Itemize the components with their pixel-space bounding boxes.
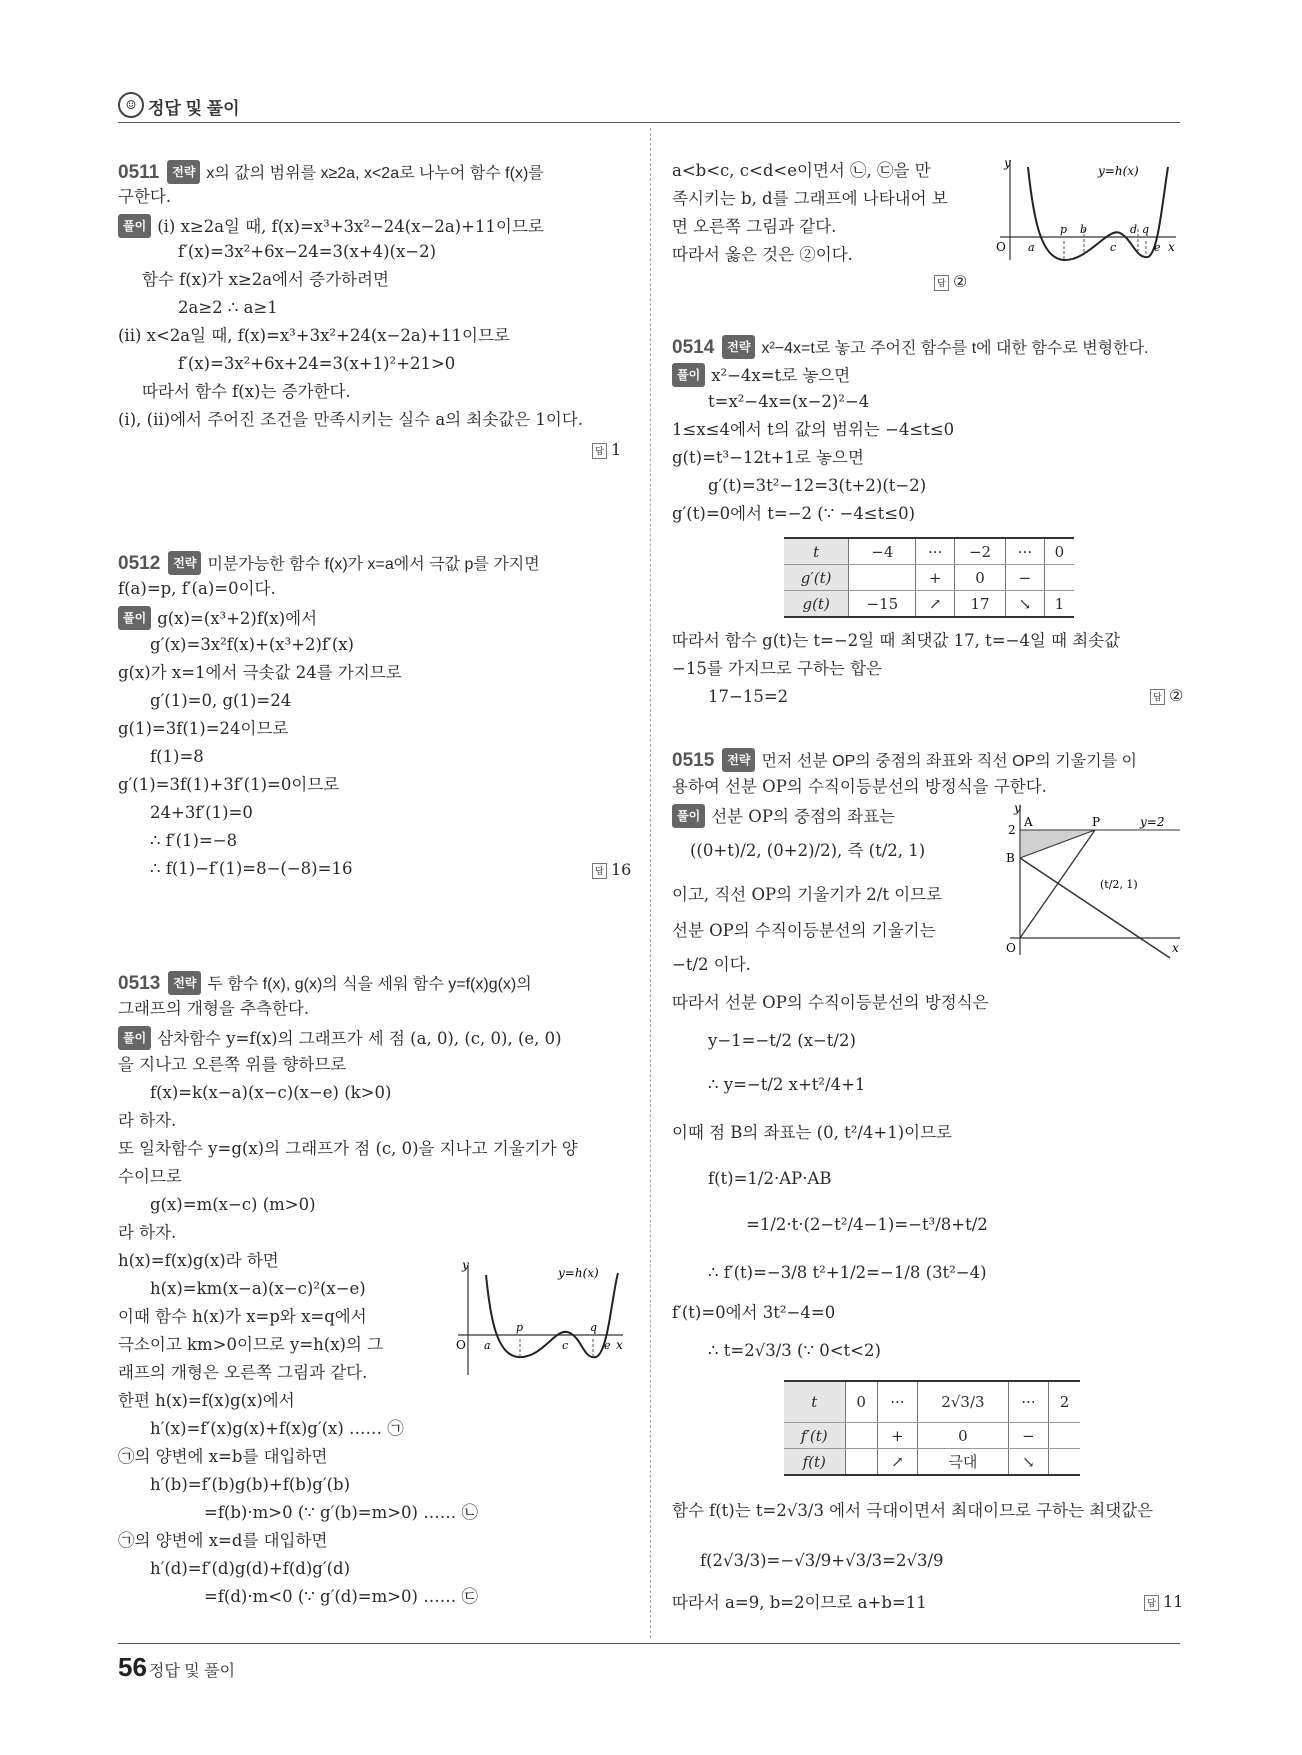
text-line: 라 하자. [118,1111,177,1130]
text-line: (i), (ii)에서 주어진 조건을 만족시키는 실수 a의 최솟값은 1이다. [118,410,584,429]
point-q: q [1142,223,1150,236]
text-line: f(1)=8 [150,747,204,766]
answer-0512: 답 16 [592,860,631,879]
text-line: 구한다. [118,187,172,206]
text-line: g′(x)=3x²f(x)+(x³+2)f′(x) [150,635,354,654]
text-line: g(x)가 x=1에서 극솟값 24를 가지므로 [118,663,402,682]
h-graph-0513 [448,1255,628,1385]
text-line: ∴ f′(1)=−8 [150,831,238,850]
point-e: e [604,1339,611,1352]
page-number: 56 [118,1652,147,1682]
text-line: 족시키는 b, d를 그래프에 나타내어 보 [672,189,948,208]
text-line: y−1=−t/2 (x−t/2) [708,1031,856,1050]
problem-0513-heading: 0513 전략 두 함수 f(x), g(x)의 식을 세워 함수 y=f(x)g(x)의 [118,973,532,994]
text-line: g′(t)=3t²−12=3(t+2)(t−2) [708,476,927,495]
text-line: a<b<c, c<d<e이면서 ㉡, ㉢을 만 [672,161,931,180]
text-line: f(2√3/3)=−√3/9+√3/3=2√3/9 [700,1551,944,1570]
point-e: e [1154,241,1161,254]
text-line: 선분 OP의 수직이등분선의 기울기는 [672,921,936,940]
problem-0515-heading: 0515 전략 먼저 선분 OP의 중점의 좌표와 직선 OP의 기울기를 이 [672,750,1137,771]
point-p: p [516,1321,524,1334]
text-line: f′(x)=3x²+6x+24=3(x+1)²+21>0 [178,354,456,373]
answer-0511: 답 1 [592,440,621,459]
text-line: 이때 함수 h(x)가 x=p와 x=q에서 [118,1307,367,1326]
text-line: ∴ t=2√3/3 (∵ 0<t<2) [708,1341,881,1360]
y-axis-label: y [1004,156,1011,170]
text-line: 수이므로 [118,1167,182,1186]
point-A: A [1024,815,1033,829]
midpoint-label: (t/2, 1) [1100,878,1138,891]
text-line: 1≤x≤4에서 t의 값의 범위는 −4≤t≤0 [672,420,955,439]
text-line: 면 오른쪽 그림과 같다. [672,217,837,236]
point-P: P [1092,815,1101,829]
text-line: ㉠의 양변에 x=b를 대입하면 [118,1447,328,1466]
header-title: 정답 및 풀이 [148,99,240,118]
footer-rule [118,1643,1180,1644]
text-line: 따라서 옳은 것은 ②이다. [672,245,853,264]
footer-text: 정답 및 풀이 [148,1663,236,1680]
solution-line: 풀이 삼차함수 y=f(x)의 그래프가 세 점 (a, 0), (c, 0), (e, 0) [118,1026,562,1050]
text-line: 극소이고 km>0이므로 y=h(x)의 그 [118,1335,384,1354]
origin-label: O [1006,941,1016,955]
text-line: 그래프의 개형을 추측한다. [118,999,310,1018]
y-axis-label: y [1014,801,1021,815]
text-line: 라 하자. [118,1223,177,1242]
page-header [118,92,1180,123]
solution-line: 풀이 선분 OP의 중점의 좌표는 [672,804,895,828]
point-a: a [1028,241,1035,254]
text-line: t=x²−4x=(x−2)²−4 [708,392,870,411]
text-line: h(x)=f(x)g(x)라 하면 [118,1251,279,1270]
text-line: 이고, 직선 OP의 기울기가 2/t 이므로 [672,885,943,904]
point-q: q [590,1321,598,1334]
problem-0511-heading: 0511 전략 x의 값의 범위를 x≥2a, x<2a로 나누어 함수 f(x)를 [118,162,544,183]
text-line: g(1)=3f(1)=24이므로 [118,719,289,738]
table-row: t −4 ··· −2 ··· 0 [784,538,1074,565]
text-line: 또 일차함수 y=g(x)의 그래프가 점 (c, 0)을 지나고 기울기가 양 [118,1139,578,1158]
text-line: g′(1)=0, g(1)=24 [150,691,292,710]
text-line: 따라서 함수 f(x)는 증가한다. [142,382,351,401]
function-label: y=h(x) [1098,164,1139,178]
table-row: f′(t) + 0 − [784,1423,1080,1449]
text-line: (ii) x<2a일 때, f(x)=x³+3x²+24(x−2a)+11이므로 [118,326,510,345]
text-line: ∴ y=−t/2 x+t²/4+1 [708,1075,866,1094]
text-line: f′(t)=0에서 3t²−4=0 [672,1303,836,1322]
point-c: c [562,1339,569,1352]
text-line: 을 지나고 오른쪽 위를 향하므로 [118,1055,347,1074]
function-label: y=h(x) [558,1266,599,1280]
answer-0514: 답 ② [1150,686,1183,705]
text-line: g′(t)=0에서 t=−2 (∵ −4≤t≤0) [672,504,916,523]
text-line: 이때 점 B의 좌표는 (0, t²/4+1)이므로 [672,1123,952,1142]
text-line: h′(b)=f′(b)g(b)+f(b)g′(b) [150,1475,351,1494]
solution-line: 풀이 (i) x≥2a일 때, f(x)=x³+3x²−24(x−2a)+11이므로 [118,214,544,238]
text-line: f(a)=p, f′(a)=0이다. [118,579,276,598]
solution-line: 풀이 g(x)=(x³+2)f(x)에서 [118,606,317,630]
h-graph-0513-b-d [988,155,1180,265]
op-graph-0515 [1000,800,1185,960]
text-line: ∴ f′(t)=−3/8 t²+1/2=−1/8 (3t²−4) [708,1263,987,1282]
text-line: 17−15=2 [708,687,789,706]
text-line: 한편 h(x)=f(x)g(x)에서 [118,1391,295,1410]
text-line: 2a≥2 ∴ a≥1 [178,298,278,317]
point-c: c [1110,241,1117,254]
origin-label: O [996,240,1006,254]
y-axis-label: y [462,1258,469,1272]
text-line: 따라서 선분 OP의 수직이등분선의 방정식은 [672,993,989,1012]
mascot-icon: ☺ [118,92,144,118]
text-line: ((0+t)/2, (0+2)/2), 즉 (t/2, 1) [690,841,926,860]
text-line: =f(b)·m>0 (∵ g′(b)=m>0) …… ㉡ [204,1503,478,1522]
x-axis-label: x [1168,240,1175,254]
text-line: 24+3f′(1)=0 [150,803,253,822]
point-a: a [484,1339,491,1352]
text-line: 따라서 함수 g(t)는 t=−2일 때 최댓값 17, t=−4일 때 최솟값 [672,631,1121,650]
text-line: h′(x)=f′(x)g(x)+f(x)g′(x) …… ㉠ [150,1419,404,1438]
text-line: 용하여 선분 OP의 수직이등분선의 방정식을 구한다. [672,777,1047,796]
page-footer [118,1652,235,1683]
text-line: −t/2 이다. [672,955,751,974]
problem-0514-heading: 0514 전략 x²−4x=t로 놓고 주어진 함수를 t에 대한 함수로 변형한다. [672,337,1149,358]
column-divider [650,128,651,1638]
variation-table-0514 [784,537,1074,618]
table-row: f(t) ↗ 극대 ↘ [784,1449,1080,1476]
text-line: h(x)=km(x−a)(x−c)²(x−e) [150,1279,366,1298]
label-2: 2 [1008,823,1016,837]
answer-0515: 답 11 [1144,1592,1183,1611]
text-line: −15를 가지므로 구하는 합은 [672,659,882,678]
point-B: B [1006,851,1015,865]
problem-0512-heading: 0512 전략 미분가능한 함수 f(x)가 x=a에서 극값 p를 가지면 [118,553,540,574]
table-row: t 0 ··· 2√3/3 ··· 2 [784,1381,1080,1423]
text-line: g′(1)=3f(1)+3f′(1)=0이므로 [118,775,340,794]
text-line: f′(x)=3x²+6x−24=3(x+4)(x−2) [178,242,437,261]
point-b: b [1080,223,1088,236]
solution-line: 풀이 x²−4x=t로 놓으면 [672,363,850,387]
table-row: g′(t) + 0 − [784,565,1074,591]
point-d: d [1130,223,1138,236]
text-line: f(x)=k(x−a)(x−c)(x−e) (k>0) [150,1083,392,1102]
point-p: p [1060,223,1068,236]
text-line: h′(d)=f′(d)g(d)+f(d)g′(d) [150,1559,351,1578]
text-line: ∴ f(1)−f′(1)=8−(−8)=16 [150,859,353,878]
variation-table-0515 [784,1380,1080,1476]
text-line: =f(d)·m<0 (∵ g′(d)=m>0) …… ㉢ [204,1587,478,1606]
text-line: g(t)=t³−12t+1로 놓으면 [672,448,864,467]
table-row: g(t) −15 ↗ 17 ↘ 1 [784,591,1074,618]
x-axis-label: x [1172,941,1179,955]
text-line: 함수 f(t)는 t=2√3/3 에서 극대이면서 최대이므로 구하는 최댓값은 [672,1501,1154,1520]
text-line: 따라서 a=9, b=2이므로 a+b=11 [672,1593,927,1612]
origin-label: O [456,1338,466,1352]
text-line: f(t)=1/2·AP·AB [708,1169,832,1188]
answer-0513: 답 ② [934,272,967,291]
text-line: =1/2·t·(2−t²/4−1)=−t³/8+t/2 [746,1215,988,1234]
text-line: g(x)=m(x−c) (m>0) [150,1195,316,1214]
x-axis-label: x [616,1338,623,1352]
text-line: 함수 f(x)가 x≥2a에서 증가하려면 [142,270,389,289]
text-line: ㉠의 양변에 x=d를 대입하면 [118,1531,328,1550]
text-line: 래프의 개형은 오른쪽 그림과 같다. [118,1363,368,1382]
y2-line-label: y=2 [1140,815,1165,829]
